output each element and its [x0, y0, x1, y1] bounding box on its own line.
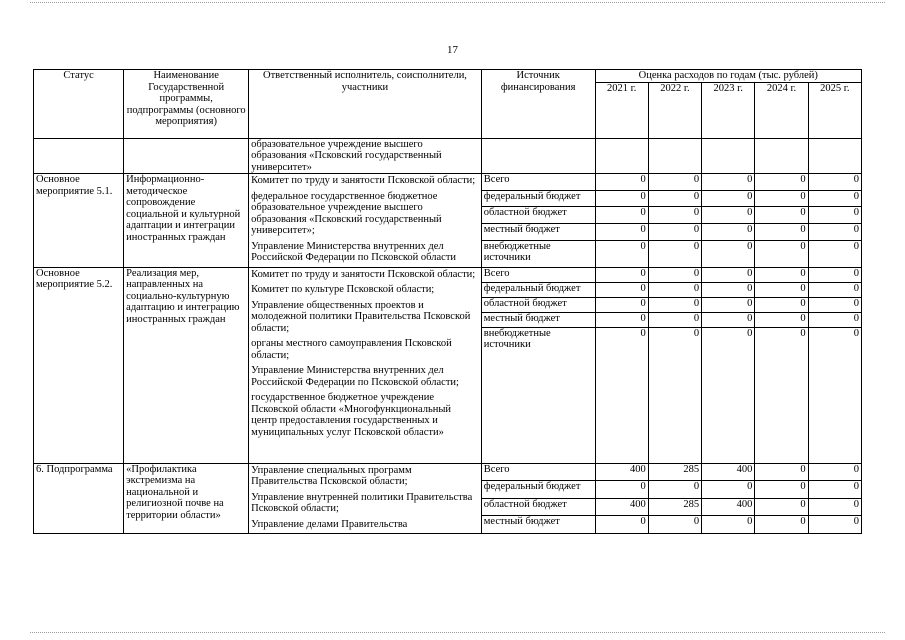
- value-cell: 0: [648, 224, 701, 241]
- status-cell: [34, 138, 124, 174]
- status-cell: Основное мероприятие 5.1.: [34, 174, 124, 268]
- value-cell: 0: [702, 481, 755, 499]
- responsible-entry: Комитет по культуре Псковской области;: [251, 284, 435, 295]
- scan-artifact-bottom: [30, 632, 885, 636]
- value-cell: 0: [702, 327, 755, 463]
- source-cell: внебюджетные источники: [481, 240, 595, 267]
- value-cell: 0: [595, 207, 648, 224]
- responsible-entry: Комитет по труду и занятости Псковской области;: [251, 175, 476, 186]
- value-cell: 0: [702, 224, 755, 241]
- source-cell: областной бюджет: [481, 207, 595, 224]
- header-year: 2021 г.: [595, 82, 648, 138]
- responsible-entry: государственное бюджетное учреждение Псковской области «Многофункциональный центр предоставления государственных и муниципальных услуг Псковской области»: [251, 392, 452, 438]
- header-year: 2023 г.: [702, 82, 755, 138]
- value-cell: 0: [755, 282, 808, 297]
- name-cell: «Профилактика экстремизма на национальной и религиозной почве на территории области»: [124, 463, 249, 534]
- value-cell: 0: [595, 282, 648, 297]
- value-cell: 0: [808, 240, 861, 267]
- value-cell: 285: [648, 498, 701, 516]
- source-cell: внебюджетные источники: [481, 327, 595, 463]
- value-cell: 0: [648, 481, 701, 499]
- value-cell: 0: [595, 224, 648, 241]
- name-cell: Реализация мер, направленных на социально-культурную адаптацию и интеграцию иностранных граждан: [124, 267, 249, 463]
- responsible-entry: Управление Министерства внутренних дел Российской Федерации по Псковской области: [251, 240, 457, 263]
- responsible-entry: Управление внутренней политики Правительства Псковской области;: [251, 491, 473, 514]
- page-number: 17: [447, 44, 458, 56]
- value-cell: 400: [702, 498, 755, 516]
- header-row: [34, 70, 862, 83]
- value-cell: 0: [808, 224, 861, 241]
- status-cell: Основное мероприятие 5.2.: [34, 267, 124, 463]
- value-cell: [755, 138, 808, 174]
- table-row: [34, 463, 862, 481]
- responsible-cell: [249, 174, 482, 268]
- value-cell: 0: [648, 240, 701, 267]
- value-cell: 0: [808, 267, 861, 282]
- value-cell: 0: [702, 282, 755, 297]
- value-cell: 0: [755, 224, 808, 241]
- header-year: 2022 г.: [648, 82, 701, 138]
- responsible-entry: федеральное государственное бюджетное образовательное учреждение высшего образования «Псковский государственный университет»;: [251, 190, 442, 236]
- value-cell: 0: [808, 481, 861, 499]
- header-status: Статус: [34, 70, 124, 139]
- value-cell: 0: [808, 312, 861, 327]
- responsible-cell: [249, 267, 482, 463]
- value-cell: 0: [648, 174, 701, 191]
- value-cell: 0: [595, 297, 648, 312]
- value-cell: 0: [595, 190, 648, 207]
- source-cell: местный бюджет: [481, 224, 595, 241]
- value-cell: 0: [808, 190, 861, 207]
- responsible-entry: Управление общественных проектов и молодежной политики Правительства Псковской области;: [251, 299, 471, 334]
- value-cell: 0: [648, 282, 701, 297]
- value-cell: 0: [755, 312, 808, 327]
- source-cell: областной бюджет: [481, 498, 595, 516]
- value-cell: 0: [808, 207, 861, 224]
- continuation-row: [34, 138, 862, 174]
- value-cell: 0: [648, 190, 701, 207]
- value-cell: 0: [595, 481, 648, 499]
- value-cell: 0: [808, 327, 861, 463]
- source-cell: областной бюджет: [481, 297, 595, 312]
- value-cell: 285: [648, 463, 701, 481]
- value-cell: [648, 138, 701, 174]
- header-year: 2024 г.: [755, 82, 808, 138]
- value-cell: 0: [808, 498, 861, 516]
- value-cell: 400: [702, 463, 755, 481]
- responsible-entry: Управление Министерства внутренних дел Российской Федерации по Псковской области;: [251, 365, 459, 388]
- header-year: 2025 г.: [808, 82, 861, 138]
- value-cell: 0: [595, 327, 648, 463]
- value-cell: 0: [702, 207, 755, 224]
- value-cell: 0: [702, 174, 755, 191]
- scan-artifact-top: [30, 2, 885, 6]
- value-cell: [595, 138, 648, 174]
- value-cell: 0: [595, 174, 648, 191]
- source-cell: местный бюджет: [481, 312, 595, 327]
- value-cell: 0: [808, 463, 861, 481]
- source-cell: федеральный бюджет: [481, 190, 595, 207]
- value-cell: 0: [648, 516, 701, 534]
- responsible-cell: [249, 463, 482, 534]
- value-cell: 0: [755, 174, 808, 191]
- responsible-entry: органы местного самоуправления Псковской области;: [251, 338, 452, 361]
- source-cell: Всего: [481, 463, 595, 481]
- responsible-entry: Управление делами Правительства: [251, 518, 408, 530]
- value-cell: 0: [648, 267, 701, 282]
- source-cell: местный бюджет: [481, 516, 595, 534]
- value-cell: 0: [648, 312, 701, 327]
- value-cell: 0: [755, 267, 808, 282]
- table-row: [34, 267, 862, 282]
- value-cell: 0: [648, 327, 701, 463]
- status-cell: 6. Подпрограмма: [34, 463, 124, 534]
- header-responsible: Ответственный исполнитель, соисполнители, участники: [249, 70, 482, 139]
- value-cell: 0: [808, 297, 861, 312]
- name-cell: Информационно-методическое сопровождение социальной и культурной адаптации и интеграции иностранных граждан: [124, 174, 249, 268]
- value-cell: 0: [755, 481, 808, 499]
- value-cell: 0: [702, 297, 755, 312]
- name-cell: [124, 138, 249, 174]
- value-cell: 0: [702, 190, 755, 207]
- value-cell: 0: [755, 516, 808, 534]
- value-cell: 0: [595, 312, 648, 327]
- budget-table: [33, 69, 862, 534]
- source-cell: Всего: [481, 267, 595, 282]
- header-costs-group: Оценка расходов по годам (тыс. рублей): [595, 70, 861, 83]
- value-cell: 0: [808, 282, 861, 297]
- value-cell: [702, 138, 755, 174]
- value-cell: 0: [648, 297, 701, 312]
- header-source: Источник финансирования: [481, 70, 595, 139]
- header-program-name: Наименование Государственной программы, подпрограммы (основного мероприятия): [124, 70, 249, 139]
- responsible-cell: образовательное учреждение высшего образования «Псковский государственный университет»: [249, 138, 482, 174]
- value-cell: 0: [755, 207, 808, 224]
- value-cell: 0: [755, 327, 808, 463]
- value-cell: 0: [755, 297, 808, 312]
- responsible-entry: Управление специальных программ Правительства Псковской области;: [251, 464, 412, 487]
- value-cell: 0: [595, 516, 648, 534]
- value-cell: 0: [755, 240, 808, 267]
- value-cell: 0: [808, 516, 861, 534]
- value-cell: 0: [755, 498, 808, 516]
- value-cell: 400: [595, 498, 648, 516]
- source-cell: федеральный бюджет: [481, 282, 595, 297]
- table-row: [34, 174, 862, 191]
- source-cell: [481, 138, 595, 174]
- value-cell: 0: [702, 312, 755, 327]
- value-cell: 0: [595, 267, 648, 282]
- source-cell: федеральный бюджет: [481, 481, 595, 499]
- value-cell: 400: [595, 463, 648, 481]
- value-cell: 0: [702, 267, 755, 282]
- value-cell: 0: [755, 463, 808, 481]
- value-cell: 0: [595, 240, 648, 267]
- responsible-entry: Комитет по труду и занятости Псковской области;: [251, 268, 476, 280]
- value-cell: 0: [755, 190, 808, 207]
- value-cell: 0: [702, 516, 755, 534]
- value-cell: [808, 138, 861, 174]
- value-cell: 0: [648, 207, 701, 224]
- value-cell: 0: [702, 240, 755, 267]
- value-cell: 0: [808, 174, 861, 191]
- source-cell: Всего: [481, 174, 595, 191]
